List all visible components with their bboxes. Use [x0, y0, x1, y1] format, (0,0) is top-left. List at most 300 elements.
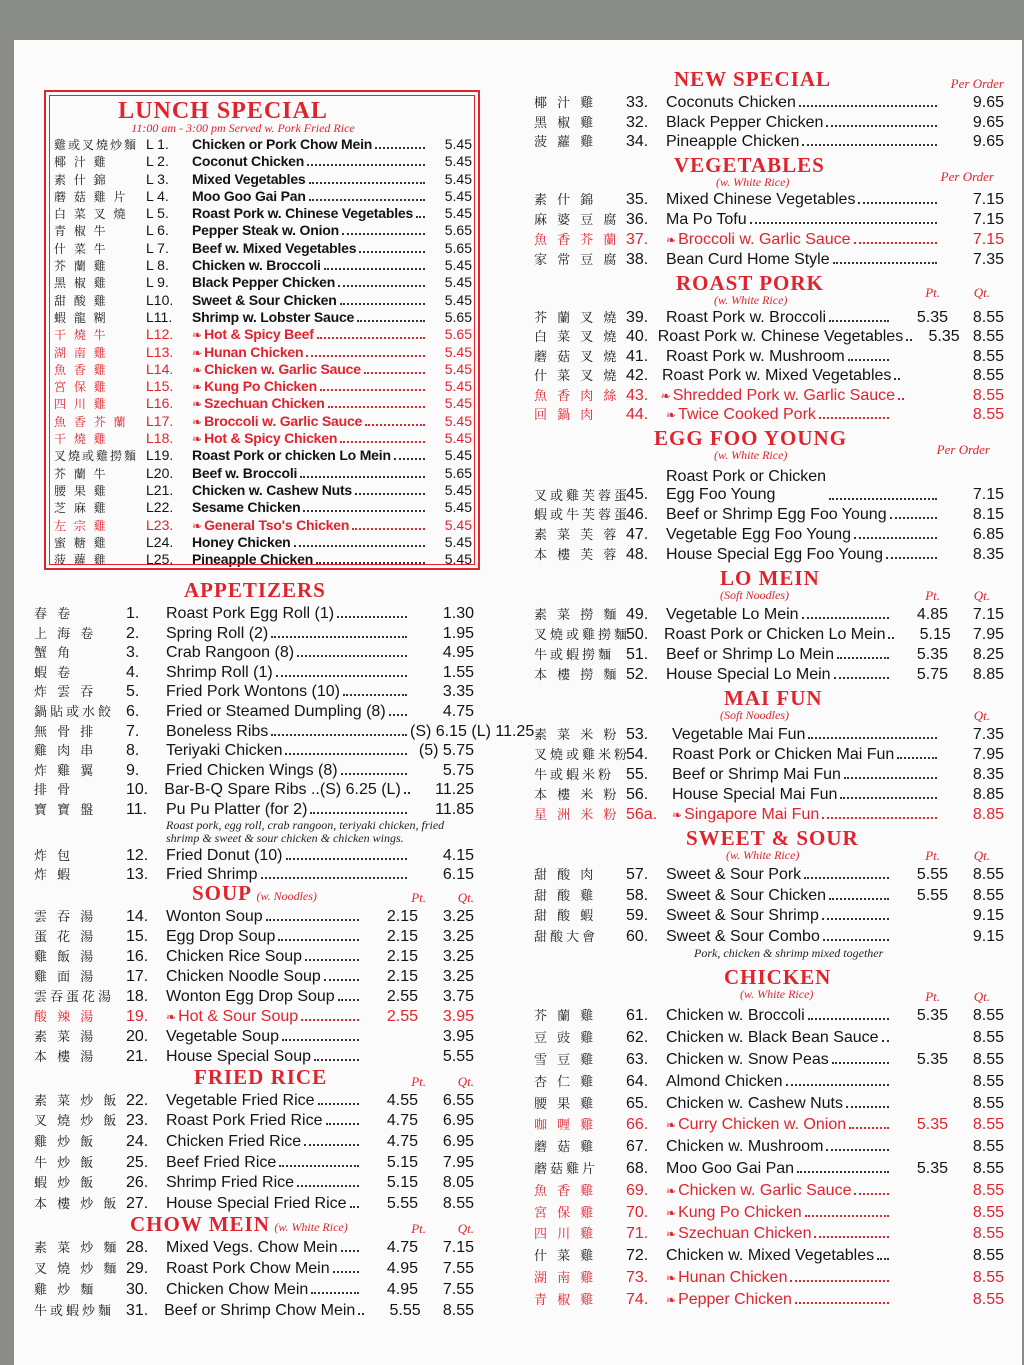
item-quart-price: 7.15 [442, 1239, 474, 1257]
menu-item-row [34, 1172, 474, 1193]
dot-leader [840, 797, 937, 799]
item-price: 5.45 [444, 187, 472, 204]
item-chinese-name: 排 骨 [34, 783, 74, 799]
item-number: 30. [126, 1281, 149, 1299]
item-quart-price: 8.55 [972, 1269, 1004, 1286]
item-name: Szechuan Chicken [204, 395, 325, 412]
item-chinese-name: 甜 酸 雞 [534, 888, 597, 904]
dot-leader [823, 939, 889, 941]
item-number: 64. [626, 1072, 649, 1090]
item-chinese-name: 素 菜 炒 麵 [34, 1241, 120, 1257]
menu-item-row [34, 623, 474, 643]
lo-mein-subtitle: (Soft Noodles) [720, 587, 789, 602]
dot-leader [285, 753, 407, 755]
item-chinese-name: 蘑 菇 雞 片 [54, 189, 128, 204]
dot-leader [808, 1018, 889, 1020]
menu-item-row [34, 1237, 474, 1258]
item-chinese-name: 黑 椒 雞 [54, 276, 108, 291]
roast-pork-qt-header: Qt. [973, 284, 990, 300]
item-price: 11.25 [435, 781, 474, 799]
menu-item-row [534, 624, 1004, 644]
item-price: 11.85 [435, 800, 474, 818]
item-quart-price: 7.95 [442, 1153, 474, 1171]
item-chinese-name: 回 鍋 肉 [534, 408, 597, 423]
dot-leader [311, 1292, 359, 1294]
dot-leader [844, 777, 937, 779]
item-price: 7.35 [972, 725, 1004, 743]
pu-pu-platter-note: Roast pork, egg roll, crab rangoon, teriyaki chicken, fried shrimp & sweet & sour chicken & chicken wings. [166, 817, 445, 845]
item-quart-price: 8.55 [972, 1225, 1004, 1243]
dot-leader [271, 734, 407, 736]
dot-leader [328, 406, 425, 408]
chicken-title: CHICKEN [724, 965, 832, 990]
menu-item-row [534, 1114, 1004, 1136]
item-price: 4.75 [442, 702, 474, 720]
menu-item-row [34, 1110, 474, 1131]
menu-item-row [54, 499, 472, 516]
item-chinese-name: 湖 南 雞 [534, 1271, 597, 1286]
item-number: 35. [626, 190, 649, 208]
dot-leader [829, 898, 889, 900]
item-quart-price: 8.55 [972, 1029, 1004, 1047]
item-number: 14. [126, 907, 149, 925]
menu-item-row [34, 779, 474, 799]
chow-mein-list [34, 1237, 474, 1321]
dot-leader [890, 517, 937, 519]
dot-leader [804, 877, 889, 879]
item-name: Boneless Ribs [166, 722, 269, 740]
item-price: 5.45 [444, 551, 472, 568]
dot-leader [416, 216, 425, 218]
sweet-sour-list [534, 864, 1004, 946]
item-code: L21. [146, 481, 174, 498]
dot-leader [324, 979, 359, 981]
item-chinese-name: 本 樓 炒 飯 [34, 1196, 120, 1212]
item-name: Beef w. Mixed Vegetables [192, 239, 357, 256]
chow-mein-section [34, 1213, 474, 1321]
fried-rice-title: FRIED RICE [194, 1064, 328, 1089]
item-chinese-name: 甜 酸 蝦 [534, 909, 597, 925]
menu-item-row [54, 188, 472, 205]
item-chinese-name: 什 菜 牛 [54, 241, 108, 256]
item-code: L 8. [146, 257, 169, 274]
chili-icon: ❧ [192, 380, 203, 395]
item-number: 58. [626, 886, 649, 904]
menu-item-row [534, 1049, 1004, 1071]
menu-item-row [534, 1289, 1004, 1311]
dot-leader [286, 858, 408, 860]
appetizers-title: APPETIZERS [184, 578, 326, 602]
item-pint-price: 5.55 [389, 1302, 421, 1320]
item-price: 5.45 [444, 499, 472, 516]
dot-leader [829, 320, 889, 322]
item-pint-price: 2.55 [386, 1007, 418, 1025]
dot-leader [320, 389, 425, 391]
item-number: 13. [126, 866, 149, 884]
item-pint-price: 2.15 [386, 927, 418, 945]
item-price: 7.15 [972, 230, 1004, 248]
dot-leader [364, 372, 425, 374]
item-chinese-name: 甜 酸 雞 [54, 293, 108, 308]
item-number: 10. [126, 781, 149, 799]
item-price: 5.45 [444, 395, 472, 412]
item-name: Hot & Spicy Beef [204, 326, 314, 343]
menu-item-row [534, 307, 1004, 327]
menu-item-row [34, 966, 474, 986]
item-chinese-name: 芥 蘭 牛 [54, 466, 108, 481]
dot-leader [404, 792, 410, 794]
chili-icon: ❧ [666, 408, 677, 422]
item-price: 1.30 [442, 605, 474, 622]
dot-leader [338, 285, 425, 287]
item-name: Roast Pork or chicken Lo Mein [192, 447, 391, 464]
new-special-title: NEW SPECIAL [674, 67, 832, 91]
item-name: Chicken Fried Rice [166, 1132, 302, 1150]
item-chinese-name: 叉 燒 炒 麵 [34, 1262, 120, 1278]
chili-icon: ❧ [672, 808, 683, 823]
item-quart-price: 8.55 [972, 308, 1004, 326]
item-chinese-name: 炸 雞 翼 [34, 763, 97, 779]
menu-item-row [54, 326, 472, 343]
menu-item-row [534, 1093, 1004, 1115]
chili-icon: ❧ [192, 518, 203, 533]
dot-leader [338, 999, 359, 1001]
item-chinese-name: 牛或蝦炒麵 [34, 1304, 115, 1320]
dot-leader [337, 616, 407, 618]
item-number: 65. [626, 1094, 649, 1112]
item-pint-price: 5.55 [386, 1194, 418, 1212]
dot-leader [814, 1236, 889, 1238]
item-quart-price: 8.55 [972, 1072, 1004, 1090]
item-number: 33. [626, 94, 649, 111]
menu-item-row [54, 430, 472, 447]
menu-item-row [534, 1071, 1004, 1093]
dot-leader [309, 199, 425, 201]
dot-leader [826, 1149, 889, 1151]
menu-item-row [534, 112, 1004, 132]
menu-item-row [34, 986, 474, 1006]
dot-leader [271, 636, 407, 638]
item-chinese-name: 家 常 豆 腐 [534, 252, 620, 268]
vegetables-per-order: Per Order [940, 168, 994, 184]
item-name: Roast Pork Egg Roll (1) [166, 605, 335, 622]
item-name: Roast Pork or Chicken Lo Mein [664, 625, 886, 643]
menu-item-row [34, 926, 474, 946]
vegetables-list [534, 189, 1004, 269]
item-chinese-name: 甜 酸 肉 [534, 868, 597, 884]
dot-leader [307, 164, 425, 166]
item-price: 5.45 [444, 516, 472, 533]
item-name: Chicken w. Garlic Sauce [678, 1181, 852, 1199]
item-chinese-name: 腰 果 雞 [534, 1096, 597, 1112]
egg-foo-young-list [534, 464, 1004, 564]
item-chinese-name: 魚 香 雞 [54, 362, 108, 377]
dot-leader [306, 355, 425, 357]
chili-icon: ❧ [666, 1271, 677, 1285]
mai-fun-list [534, 724, 1004, 825]
item-code: L13. [146, 343, 174, 360]
item-chinese-name: 叉或雞芙蓉蛋 [534, 488, 631, 504]
item-number: 5. [126, 683, 140, 701]
item-chinese-name: 咖 喱 雞 [534, 1118, 597, 1134]
item-name: Sesame Chicken [192, 499, 301, 516]
menu-item-row [534, 249, 1004, 269]
item-quart-price: 8.25 [972, 645, 1004, 663]
item-chinese-name: 雲 吞 湯 [34, 909, 97, 925]
item-name: Spring Roll (2) [166, 624, 269, 642]
item-quart-price: 7.95 [972, 625, 1005, 643]
chow-mein-pt-header: Pt. [411, 1221, 426, 1237]
item-chinese-name: 鍋貼或水餃 [34, 704, 115, 720]
item-quart-price: 3.95 [442, 1027, 474, 1045]
item-name: Roast Pork w. Broccoli [666, 308, 827, 326]
menu-item-row [534, 1180, 1004, 1202]
item-chinese-name: 芥 蘭 雞 [534, 1009, 597, 1025]
item-price: 5.45 [444, 360, 472, 377]
item-chinese-name: 干 燒 牛 [54, 328, 108, 343]
dot-leader [300, 476, 425, 478]
item-chinese-name: 四 川 雞 [54, 397, 108, 412]
item-chinese-name: 牛或蝦撈麵 [534, 647, 615, 663]
item-name: Fried Chicken Wings (8) [166, 761, 338, 779]
item-chinese-name: 四 川 雞 [534, 1227, 597, 1243]
dot-leader [359, 251, 425, 253]
item-pint-price: 5.35 [916, 1007, 948, 1025]
item-pint-price: 5.35 [916, 645, 948, 663]
item-price: 5.65 [444, 222, 472, 239]
item-price: 5.45 [444, 533, 472, 550]
lo-mein-qt-header: Qt. [973, 587, 990, 603]
item-code: L11. [146, 308, 173, 325]
item-chinese-name: 甜酸大會 [534, 929, 599, 945]
dot-leader [886, 557, 937, 559]
item-chinese-name: 魚 香 芥 蘭 [534, 232, 620, 248]
item-chinese-name: 素 什 錦 [54, 172, 108, 187]
menu-item-row [34, 1026, 474, 1046]
menu-item-row [54, 240, 472, 257]
item-chinese-name: 蘑 菇 雞 [534, 1140, 597, 1156]
item-chinese-name: 雞 肉 串 [34, 744, 97, 760]
dot-leader [355, 493, 425, 495]
item-name: House Special Soup [166, 1047, 311, 1065]
sweet-sour-pt-header: Pt. [925, 848, 940, 864]
item-number: 69. [626, 1181, 649, 1199]
menu-item-row [54, 447, 472, 464]
menu-item-row [534, 905, 1004, 926]
lo-mein-pt-header: Pt. [925, 587, 940, 603]
mai-fun-qt-header: Qt. [973, 707, 990, 723]
item-name: Wonton Soup [166, 907, 263, 925]
menu-item-row [534, 1245, 1004, 1267]
item-name: Chicken w. Broccoli [192, 257, 321, 274]
item-price: 7.15 [972, 485, 1004, 503]
item-number: 49. [626, 605, 649, 623]
dot-leader [282, 1039, 359, 1041]
menu-item-row [534, 1136, 1004, 1158]
item-name: Singapore Mai Fun [684, 806, 820, 824]
item-name: House Special Lo Mein [666, 665, 831, 683]
dot-leader [303, 510, 425, 512]
item-chinese-name: 湖 南 雞 [54, 345, 108, 360]
item-number: 29. [126, 1260, 149, 1278]
menu-item-row [54, 222, 472, 239]
chicken-qt-header: Qt. [973, 989, 990, 1005]
item-quart-price: 8.55 [972, 406, 1004, 423]
item-quart-price: 8.55 [972, 1116, 1004, 1134]
menu-item-row [534, 744, 1004, 764]
chili-icon: ❧ [192, 328, 203, 343]
item-price: 9.65 [972, 113, 1004, 131]
egg-foo-young-section [534, 424, 1004, 564]
dot-leader [854, 1193, 889, 1195]
item-number: 52. [626, 665, 649, 683]
item-name-line2: Egg Foo Young [666, 485, 776, 503]
dot-leader [819, 417, 889, 419]
item-price: 7.15 [972, 190, 1004, 208]
item-quart-price: 3.25 [442, 967, 474, 985]
item-quart-price: 6.55 [442, 1091, 474, 1109]
menu-item-row [534, 229, 1004, 249]
menu-item-row [34, 1090, 474, 1111]
item-number: 26. [126, 1174, 149, 1192]
item-price: 7.15 [972, 210, 1004, 228]
mai-fun-title: MAI FUN [724, 685, 823, 710]
dot-leader [297, 1185, 359, 1187]
menu-item-row [534, 1223, 1004, 1245]
chili-icon: ❧ [666, 1118, 677, 1133]
item-quart-price: 8.55 [972, 1094, 1004, 1112]
item-quart-price: 8.55 [972, 367, 1005, 384]
item-number: 36. [626, 210, 649, 228]
vegetables-subtitle: (w. White Rice) [716, 174, 790, 189]
chili-icon: ❧ [666, 1183, 677, 1198]
dot-leader [389, 714, 407, 716]
menu-item-row [54, 136, 472, 153]
item-pint-price: 5.35 [916, 1160, 948, 1178]
item-name: Chicken Noodle Soup [166, 967, 321, 985]
item-quart-price: 6.95 [442, 1132, 474, 1150]
item-price: 5.65 [444, 308, 472, 325]
dot-leader [304, 1144, 359, 1146]
dot-leader [750, 222, 937, 224]
dot-leader [829, 498, 937, 500]
item-code: L24. [146, 533, 174, 550]
item-pint-price: 4.95 [386, 1260, 418, 1278]
dot-leader [795, 1302, 889, 1304]
menu-item-row [534, 92, 1004, 112]
menu-item-row [534, 784, 1004, 804]
item-chinese-name: 椰 汁 雞 [54, 155, 108, 170]
item-number: 67. [626, 1138, 649, 1156]
vegetables-title: VEGETABLES [674, 152, 825, 177]
sweet-sour-section [534, 824, 1004, 961]
dot-leader [309, 182, 425, 184]
dot-leader [333, 1271, 359, 1273]
menu-item-row [534, 346, 1004, 366]
menu-item-row [34, 760, 474, 780]
item-name: Shrimp Fried Rice [166, 1174, 295, 1192]
item-name: Sweet & Sour Chicken [192, 291, 337, 308]
item-price: 9.65 [972, 94, 1004, 111]
item-number: 16. [126, 947, 149, 965]
dot-leader [305, 959, 359, 961]
menu-item-row [534, 385, 1004, 405]
item-price: 5.45 [444, 136, 472, 152]
soup-title: SOUP [192, 880, 253, 905]
item-number: 63. [626, 1051, 649, 1069]
item-price: 5.45 [444, 257, 472, 274]
roast-pork-title: ROAST PORK [676, 270, 824, 295]
item-quart-price: 9.15 [972, 907, 1004, 925]
item-chinese-name: 雞 面 湯 [34, 969, 97, 985]
item-price: 8.85 [972, 806, 1004, 824]
item-number: 3. [126, 644, 140, 662]
item-number: 39. [626, 308, 649, 326]
item-code: L12. [146, 326, 174, 343]
dot-leader [882, 1040, 889, 1042]
egg-foo-young-subtitle: (w. White Rice) [714, 447, 788, 462]
item-chinese-name: 蝦或牛芙蓉蛋 [534, 507, 631, 523]
item-name: Beef Fried Rice [166, 1153, 277, 1171]
item-chinese-name: 雞 飯 湯 [34, 949, 97, 965]
item-chinese-name: 素 菜 米 粉 [534, 727, 620, 743]
item-name: Szechuan Chicken [678, 1225, 812, 1243]
lunch-special-subtitle: 11:00 am - 3:00 pm Served w. Pork Fried Rice [131, 121, 355, 135]
item-chinese-name: 芝 麻 雞 [54, 501, 108, 516]
item-code: L15. [146, 378, 174, 395]
mai-fun-section [534, 684, 1004, 825]
menu-item-row [534, 1158, 1004, 1180]
dot-leader [888, 637, 894, 639]
chicken-list [534, 1005, 1004, 1310]
item-name: Beef w. Broccoli [192, 464, 298, 481]
item-name: Coconuts Chicken [666, 94, 796, 111]
item-chinese-name: 黑 椒 雞 [534, 115, 597, 131]
item-name: Shrimp Roll (1) [166, 663, 273, 681]
item-name: Bar-B-Q Spare Ribs ..(S) 6.25 (L) [164, 781, 401, 799]
menu-item-row [534, 926, 1004, 947]
roast-pork-subtitle: (w. White Rice) [714, 292, 788, 307]
item-price: 7.35 [972, 250, 1004, 268]
menu-item-row [34, 681, 474, 701]
egg-foo-young-per-order: Per Order [936, 441, 990, 457]
dot-leader [854, 242, 937, 244]
item-quart-price: 7.55 [442, 1281, 474, 1299]
item-quart-price: 8.55 [972, 866, 1004, 884]
item-chinese-name: 宮 保 雞 [54, 380, 108, 395]
item-name: Hunan Chicken [204, 343, 304, 360]
item-name: Vegetable Egg Foo Young [666, 525, 852, 543]
chow-mein-title: CHOW MEIN [130, 1212, 270, 1237]
item-name: Black Pepper Chicken [666, 113, 824, 131]
item-quart-price: 8.85 [972, 665, 1004, 683]
item-quart-price: 8.55 [972, 328, 1005, 345]
item-name: Roast Pork or Chicken [666, 467, 827, 485]
new-special-list [534, 92, 1004, 151]
chili-icon: ❧ [192, 397, 203, 412]
item-quart-price: 6.95 [442, 1112, 474, 1130]
dot-leader [365, 424, 425, 426]
item-number: 31. [126, 1302, 149, 1320]
item-chinese-name: 蝦 龍 糊 [54, 310, 108, 325]
menu-item-row [54, 534, 472, 551]
item-price: (S) 6.15 (L) 11.25 [410, 722, 535, 740]
sweet-sour-subtitle: (w. White Rice) [726, 848, 800, 863]
dot-leader [342, 233, 425, 235]
chicken-section [534, 961, 1004, 1310]
menu-item-row [534, 885, 1004, 906]
chili-icon: ❧ [666, 232, 677, 247]
